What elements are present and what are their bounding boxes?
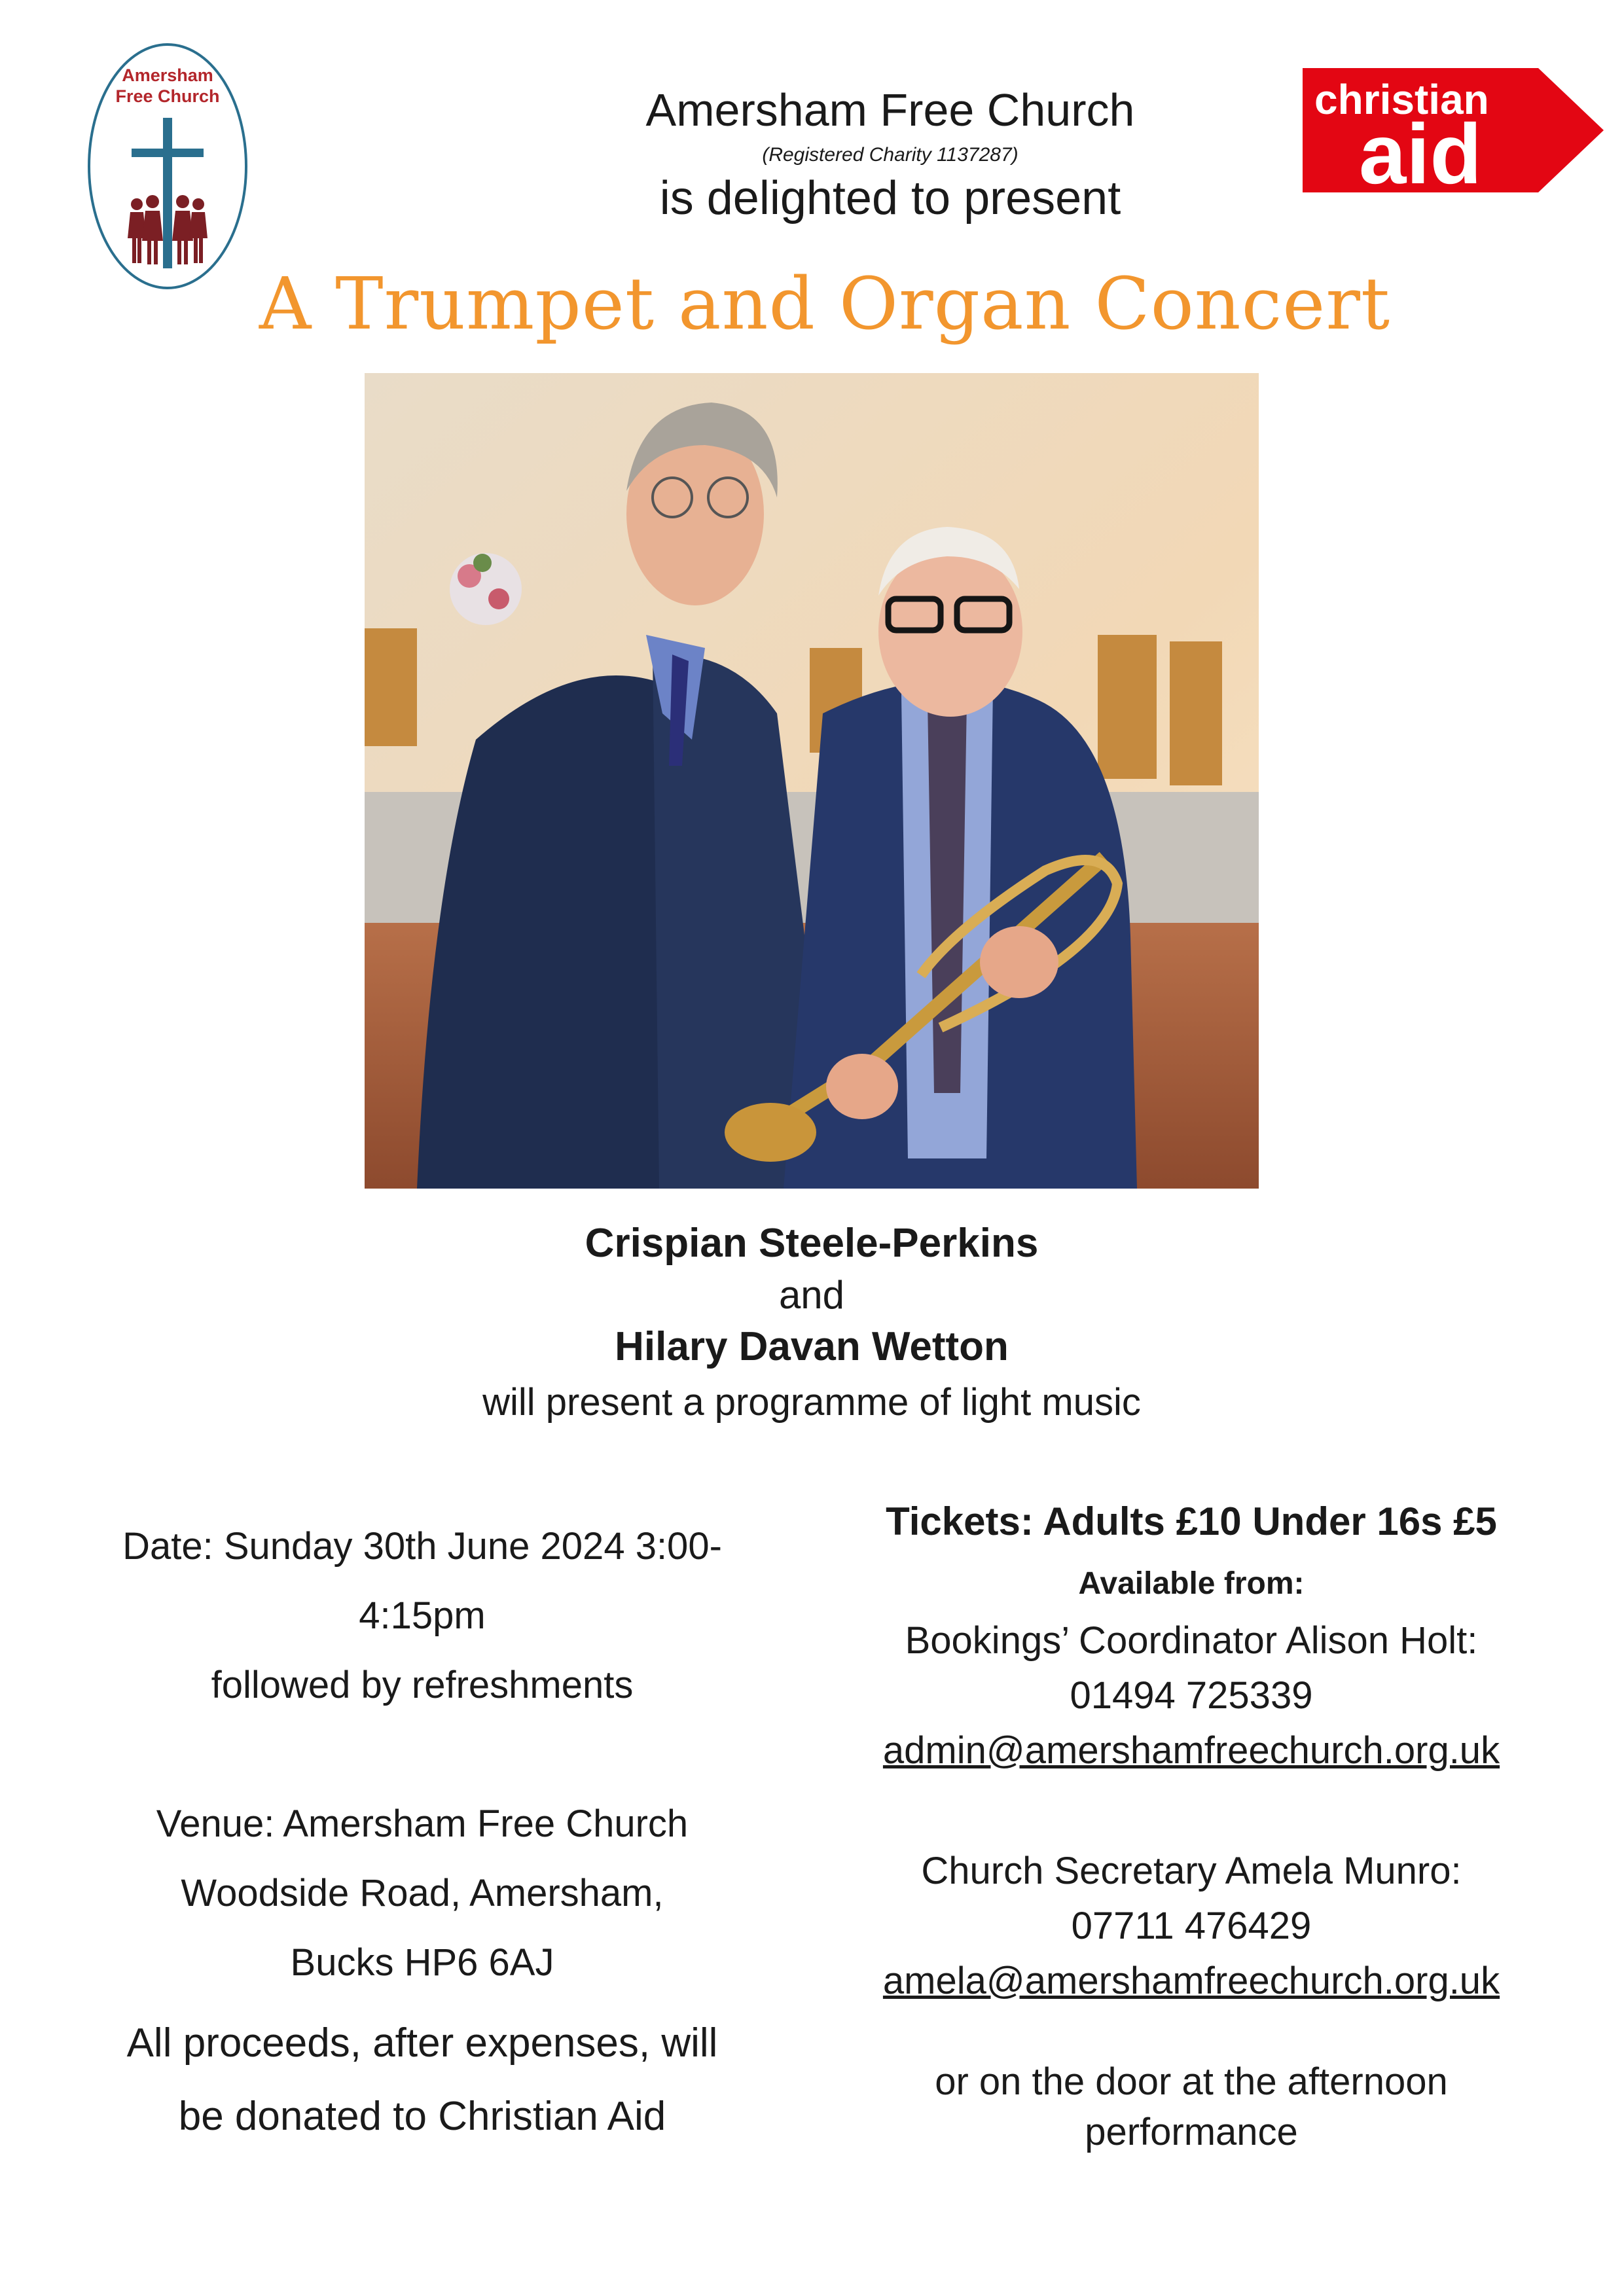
door-line-1: or on the door at the afternoon bbox=[935, 2060, 1448, 2103]
tickets-info bbox=[812, 1489, 1571, 2155]
performer-name-2: Hilary Davan Wetton bbox=[615, 1324, 1009, 1369]
tickets-heading: Tickets: Adults £10 Under 16s £5 bbox=[886, 1499, 1497, 1543]
contact-2-email-link[interactable]: amela@amershamfreechurch.org.uk bbox=[882, 1960, 1500, 2002]
church-logo-line2: Free Church bbox=[115, 86, 220, 106]
refreshments: followed by refreshments bbox=[211, 1664, 634, 1706]
contact-2-name: Church Secretary Amela Munro: bbox=[921, 1850, 1462, 1892]
programme-description: will present a programme of light music bbox=[482, 1381, 1141, 1424]
date-line-1: Date: Sunday 30th June 2024 3:00- bbox=[122, 1525, 722, 1568]
event-title: A Trumpet and Organ Concert bbox=[259, 262, 1391, 346]
performer-name-1: Crispian Steele-Perkins bbox=[585, 1221, 1039, 1266]
header-charity: (Registered Charity 1137287) bbox=[762, 144, 1019, 166]
christian-aid-word1: christian bbox=[1314, 76, 1489, 123]
header-present: is delighted to present bbox=[659, 172, 1121, 224]
venue-line-3: Bucks HP6 6AJ bbox=[290, 1941, 554, 1984]
venue-line-1: Venue: Amersham Free Church bbox=[156, 1803, 689, 1845]
contact-1-email-link[interactable]: admin@amershamfreechurch.org.uk bbox=[882, 1729, 1500, 1772]
contact-1-phone: 01494 725339 bbox=[1070, 1674, 1313, 1717]
venue-line-2: Woodside Road, Amersham, bbox=[181, 1872, 664, 1914]
contact-1-name: Bookings’ Coordinator Alison Holt: bbox=[905, 1619, 1478, 1662]
church-logo-line1: Amersham bbox=[122, 65, 213, 85]
christian-aid-logo bbox=[1303, 68, 1604, 199]
performer-and: and bbox=[778, 1273, 845, 1317]
available-from: Available from: bbox=[1078, 1566, 1305, 1601]
performers-block bbox=[314, 1217, 1309, 1432]
church-logo bbox=[86, 41, 249, 293]
proceeds-line-2: be donated to Christian Aid bbox=[178, 2094, 666, 2139]
christian-aid-word2: aid bbox=[1359, 106, 1482, 199]
two-musicians-photo bbox=[365, 373, 1259, 1189]
proceeds-line-1: All proceeds, after expenses, will bbox=[126, 2020, 718, 2066]
contact-2-phone: 07711 476429 bbox=[1071, 1905, 1312, 1947]
header-org: Amersham Free Church bbox=[645, 84, 1135, 135]
door-line-2: performance bbox=[1085, 2111, 1298, 2153]
event-details bbox=[79, 1512, 766, 2153]
date-line-2: 4:15pm bbox=[359, 1594, 486, 1637]
